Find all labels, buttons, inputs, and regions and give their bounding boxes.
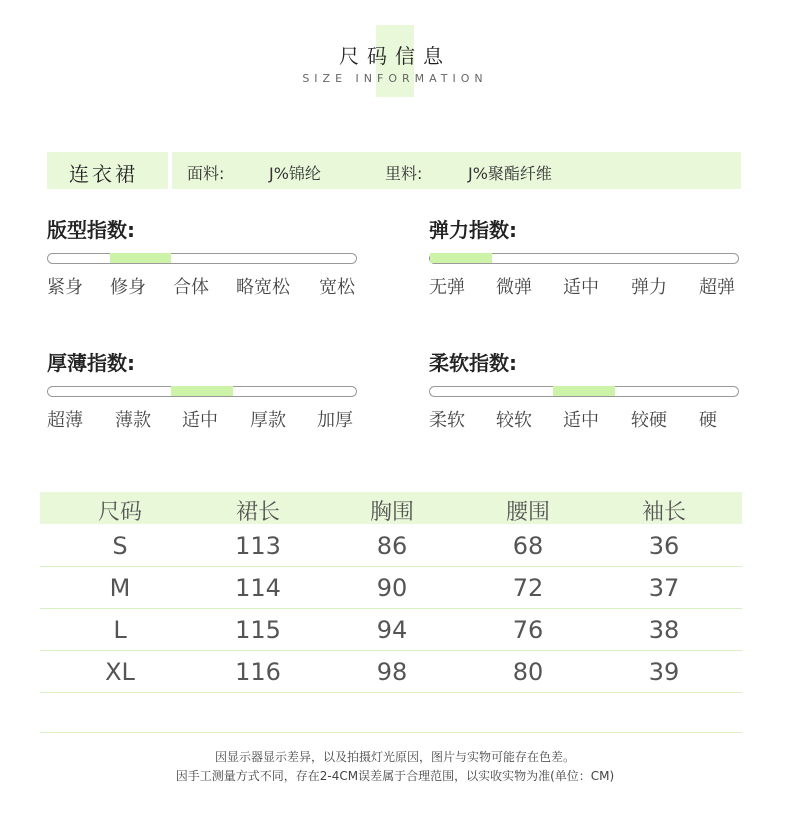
table-cell: S <box>112 532 128 560</box>
thickness-label: 超薄 <box>47 410 83 431</box>
table-cell: 114 <box>235 574 281 602</box>
fit-label: 修身 <box>110 277 146 298</box>
fit-label: 略宽松 <box>236 277 290 298</box>
table-cell: 94 <box>376 616 408 644</box>
elasticity-index-fill <box>430 253 492 263</box>
softness-index-title: 柔软指数: <box>429 351 517 375</box>
thickness-label: 适中 <box>182 410 218 431</box>
fit-index-fill <box>110 253 172 263</box>
softness-index-track <box>429 386 739 397</box>
page-subtitle: SIZE INFORMATION <box>302 72 488 85</box>
fit-index-title: 版型指数: <box>47 218 135 242</box>
table-cell: 86 <box>376 532 408 560</box>
table-cell: 37 <box>648 574 680 602</box>
fit-index-track <box>47 253 357 264</box>
fit-label: 宽松 <box>319 277 355 298</box>
table-cell: 90 <box>376 574 408 602</box>
table-cell: 116 <box>235 658 281 686</box>
thickness-index-labels <box>47 406 367 430</box>
table-cell: 98 <box>376 658 408 686</box>
thickness-label: 厚款 <box>250 410 286 431</box>
page-title: 尺码信息 <box>339 44 451 68</box>
elasticity-label: 超弹 <box>699 277 735 298</box>
column-header: 袖长 <box>641 500 686 525</box>
softness-index <box>429 347 741 447</box>
fit-label: 紧身 <box>47 277 83 298</box>
note-line: 因显示器显示差异，以及拍摄灯光原因，图片与实物可能存在色差。 <box>214 750 575 764</box>
product-info-bar <box>47 152 741 189</box>
elasticity-index-labels <box>429 273 749 297</box>
softness-label: 较软 <box>496 410 532 431</box>
fabric-label: 面料: <box>187 164 225 183</box>
thickness-index-track <box>47 386 357 397</box>
softness-index-labels <box>429 406 749 430</box>
elasticity-label: 无弹 <box>429 277 465 298</box>
thickness-label: 薄款 <box>115 410 151 431</box>
column-header: 胸围 <box>369 500 414 525</box>
lining-value: J%聚酯纤维 <box>468 164 552 183</box>
softness-label: 较硬 <box>631 410 667 431</box>
size-table-header <box>40 492 742 524</box>
thickness-label: 加厚 <box>317 410 353 431</box>
elasticity-label: 适中 <box>563 277 599 298</box>
elasticity-label: 弹力 <box>631 277 667 298</box>
fit-index-labels <box>47 273 367 297</box>
table-cell: XL <box>105 658 135 686</box>
column-header: 腰围 <box>505 500 550 525</box>
table-cell: 68 <box>512 532 544 560</box>
softness-label: 适中 <box>563 410 599 431</box>
thickness-index-title: 厚薄指数: <box>47 351 135 375</box>
table-cell: 38 <box>648 616 680 644</box>
table-row <box>40 608 742 651</box>
table-cell: 36 <box>648 532 680 560</box>
elasticity-label: 微弹 <box>496 277 532 298</box>
elasticity-index-title: 弹力指数: <box>429 218 517 242</box>
notes-divider <box>40 732 742 733</box>
table-cell: M <box>109 574 131 602</box>
fabric-value: J%锦纶 <box>269 164 321 183</box>
table-row <box>40 524 742 567</box>
elasticity-index <box>429 214 741 314</box>
fit-label: 合体 <box>173 277 209 298</box>
softness-label: 硬 <box>699 410 717 431</box>
table-cell: 115 <box>235 616 281 644</box>
elasticity-index-track <box>429 253 739 264</box>
table-row <box>40 566 742 609</box>
table-cell: 76 <box>512 616 544 644</box>
thickness-index <box>47 347 359 447</box>
product-name: 连衣裙 <box>69 162 138 186</box>
table-cell: 80 <box>512 658 544 686</box>
info-divider <box>168 152 172 189</box>
table-row <box>40 650 742 693</box>
column-header: 尺码 <box>97 500 142 525</box>
note-line: 因手工测量方式不同，存在2-4CM误差属于合理范围，以实收实物为准(单位：CM) <box>175 769 615 783</box>
table-cell: L <box>113 616 127 644</box>
softness-label: 柔软 <box>429 410 465 431</box>
thickness-index-fill <box>171 386 233 396</box>
fit-index <box>47 214 359 314</box>
table-cell: 72 <box>512 574 544 602</box>
lining-label: 里料: <box>385 164 423 183</box>
product-name-box <box>47 152 168 189</box>
column-header: 裙长 <box>235 500 280 525</box>
table-cell: 113 <box>235 532 281 560</box>
table-cell: 39 <box>648 658 680 686</box>
softness-index-fill <box>553 386 615 396</box>
